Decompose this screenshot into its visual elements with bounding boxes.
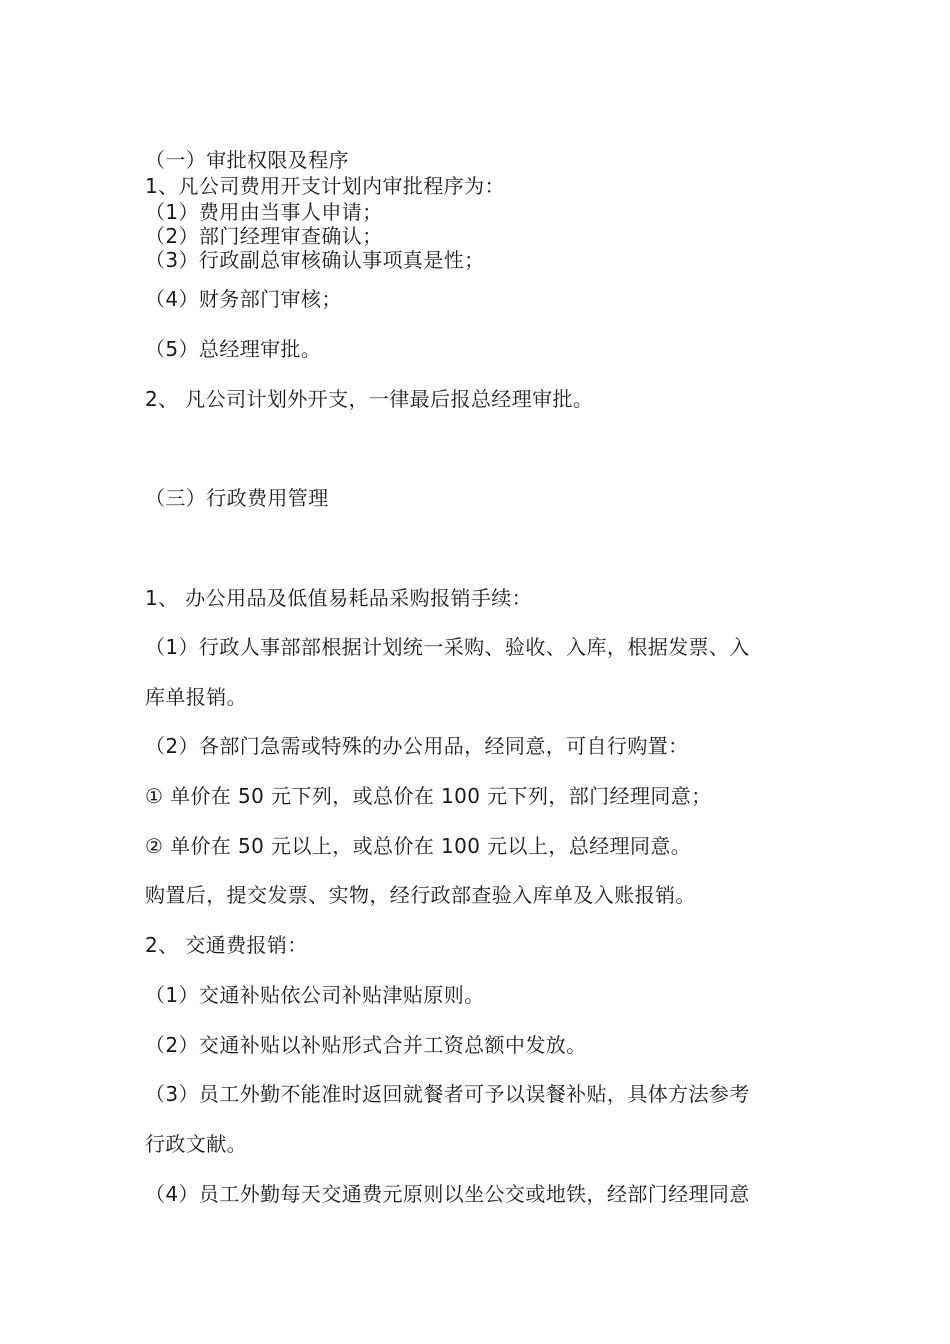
paragraph-line: ① 单价在 50 元下列，或总价在 100 元下列，部门经理同意； (145, 784, 712, 808)
paragraph-line: 1、 办公用品及低值易耗品采购报销手续： (145, 586, 533, 610)
paragraph-line: （2）交通补贴以补贴形式合并工资总额中发放。 (145, 1033, 587, 1057)
paragraph-line: 1、凡公司费用开支计划内审批程序为： (145, 174, 505, 198)
paragraph-line: （1）费用由当事人申请； (145, 200, 383, 224)
paragraph-line: （2）部门经理审查确认； (145, 224, 383, 248)
paragraph-line: （3）员工外勤不能准时返回就餐者可予以误餐补贴，具体方法参考 (145, 1082, 750, 1106)
paragraph-line: （1）交通补贴依公司补贴津贴原则。 (145, 983, 485, 1007)
paragraph-line: （1）行政人事部部根据计划统一采购、验收、入库，根据发票、入 (145, 635, 750, 659)
paragraph-line: 2、 凡公司计划外开支，一律最后报总经理审批。 (145, 387, 594, 411)
paragraph-line: 2、 交通费报销： (145, 933, 308, 957)
paragraph-line: （3）行政副总审核确认事项真是性； (145, 248, 485, 272)
paragraph-line: （4）财务部门审核； (145, 287, 342, 311)
section-heading-admin-expense: （三）行政费用管理 (145, 486, 329, 510)
paragraph-line: （2）各部门急需或特殊的办公用品，经同意，可自行购置： (145, 734, 689, 758)
paragraph-line: 库单报销。 (145, 685, 247, 709)
paragraph-line: （5）总经理审批。 (145, 337, 322, 361)
paragraph-line: 行政文献。 (145, 1132, 247, 1156)
section-heading-approval: （一）审批权限及程序 (145, 148, 349, 172)
paragraph-line: 购置后，提交发票、实物，经行政部查验入库单及入账报销。 (145, 883, 696, 907)
paragraph-line: ② 单价在 50 元以上，或总价在 100 元以上，总经理同意。 (145, 834, 692, 858)
paragraph-line: （4）员工外勤每天交通费元原则以坐公交或地铁，经部门经理同意 (145, 1182, 750, 1206)
